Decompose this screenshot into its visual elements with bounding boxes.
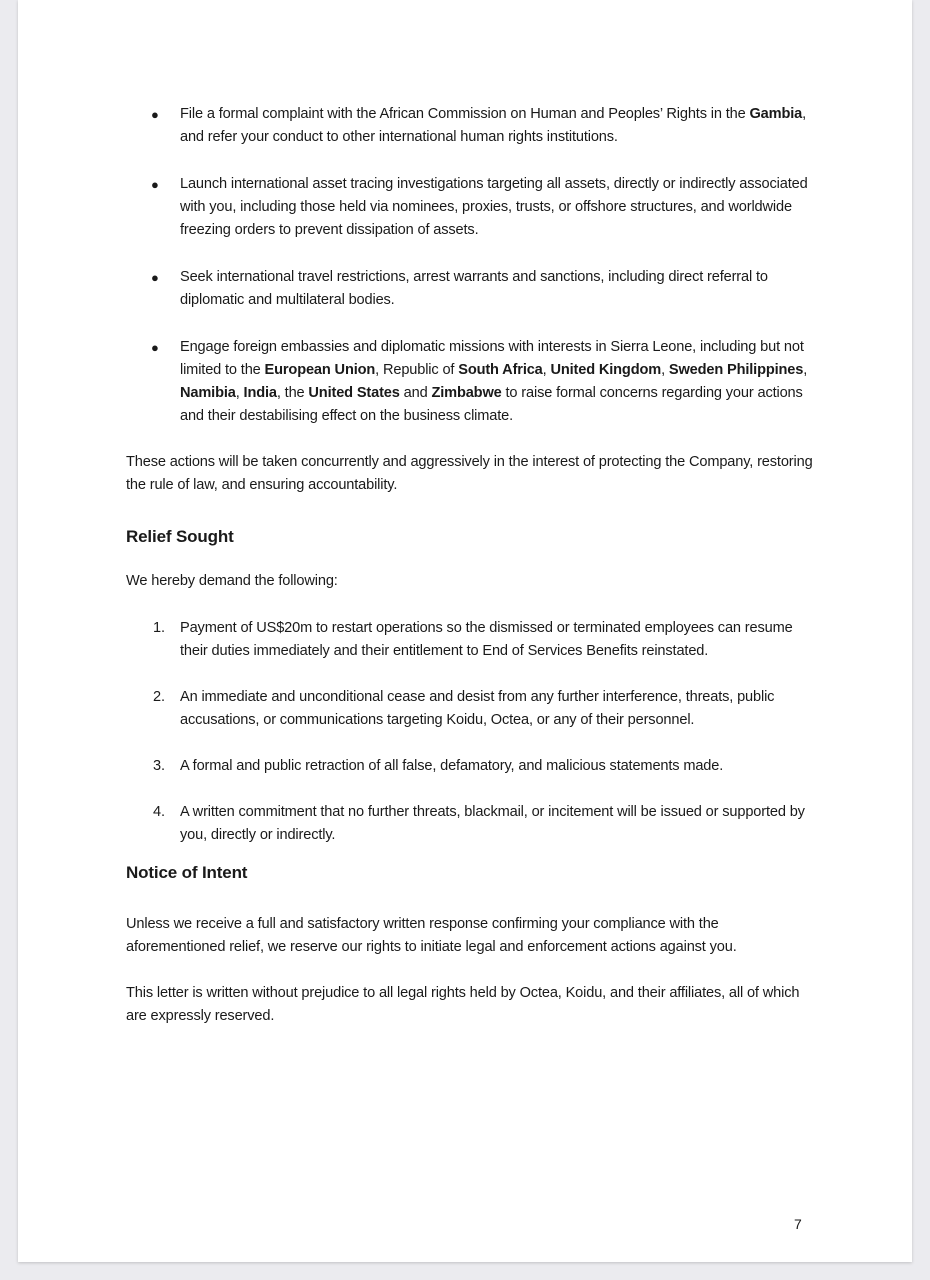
bullet-text — [180, 339, 807, 424]
bold-text: Zimbabwe — [431, 385, 502, 401]
relief-item — [126, 686, 816, 732]
bullet-icon: ● — [151, 177, 159, 192]
text-run: Engage foreign embassies and diplomatic missions with interests in Sierra Leone, including but not limited to the — [180, 339, 804, 378]
text-run: File a formal complaint with the African Commission on Human and Peoples’ Rights in the — [180, 106, 750, 122]
bold-text: Namibia — [180, 385, 236, 401]
text-run: Launch international asset tracing investigations targeting all assets, directly or indirectly associated with you, including those held via nominees, proxies, trusts, or offshore structures, and worldwide freezing orders to prevent dissipation of assets. — [180, 176, 808, 238]
list-number: 2. — [153, 689, 165, 705]
bullet-item — [126, 336, 816, 428]
bold-text: Gambia — [749, 106, 803, 122]
relief-sought-heading: Relief Sought — [126, 527, 234, 546]
bold-text: United States — [308, 385, 400, 401]
actions-paragraph: These actions will be taken concurrently and aggressively in the interest of protecting the Company, restoring the rule of law, and ensuring accountability. — [126, 454, 813, 493]
text-run: and — [399, 385, 432, 401]
list-number: 4. — [153, 804, 165, 820]
document-page — [18, 0, 912, 1262]
list-number: 3. — [153, 758, 165, 774]
bullet-item — [126, 173, 816, 242]
list-number: 1. — [153, 620, 165, 636]
page-number: 7 — [794, 1216, 802, 1232]
text-run: , — [235, 385, 244, 401]
bullet-item — [126, 103, 816, 149]
text-run: , — [661, 362, 669, 378]
bullet-text — [180, 106, 806, 145]
text-run: , — [803, 362, 808, 378]
notice-paragraph: This letter is written without prejudice to all legal rights held by Octea, Koidu, and their affiliates, all of which are expressly reserved. — [126, 985, 800, 1024]
text-run: , Republic of — [375, 362, 459, 378]
bullet-icon: ● — [151, 107, 159, 122]
bullet-item — [126, 266, 816, 312]
bullet-text — [180, 269, 768, 308]
relief-item-text: Payment of US$20m to restart operations so the dismissed or terminated employees can resume their duties immediately and their entitlement to End of Services Benefits reinstated. — [180, 620, 793, 659]
relief-item — [126, 755, 816, 778]
relief-item-text: A written commitment that no further threats, blackmail, or incitement will be issued or supported by you, directly or indirectly. — [180, 804, 805, 843]
relief-item — [126, 617, 816, 663]
relief-item — [126, 801, 816, 847]
text-run: , and refer your conduct to other international human rights institutions. — [180, 106, 807, 145]
bullet-icon: ● — [151, 340, 159, 355]
text-run: to raise formal concerns regarding your actions and their destabilising effect on the business climate. — [180, 385, 803, 424]
relief-item-text: An immediate and unconditional cease and desist from any further interference, threats, public accusations, or communications targeting Koidu, Octea, or any of their personnel. — [180, 689, 775, 728]
text-run: , — [542, 362, 551, 378]
bullet-icon: ● — [151, 270, 159, 285]
relief-item-text: A formal and public retraction of all false, defamatory, and malicious statements made. — [180, 758, 724, 774]
actions-bullet-list — [126, 103, 816, 428]
page-content — [126, 103, 816, 1052]
bullet-text — [180, 176, 808, 238]
notice-of-intent-heading: Notice of Intent — [126, 863, 248, 882]
bold-text: United Kingdom — [550, 362, 662, 378]
bold-text: India — [243, 385, 277, 401]
bold-text: South Africa — [458, 362, 543, 378]
notice-paragraph: Unless we receive a full and satisfactory written response confirming your compliance with the aforementioned relief, we reserve our rights to initiate legal and enforcement actions against you. — [126, 916, 737, 955]
bold-text: Sweden Philippines — [668, 362, 804, 378]
relief-intro: We hereby demand the following: — [126, 573, 338, 589]
text-run: , the — [276, 385, 309, 401]
relief-numbered-list — [126, 617, 816, 847]
bold-text: European Union — [264, 362, 376, 378]
text-run: Seek international travel restrictions, arrest warrants and sanctions, including direct referral to diplomatic and multilateral bodies. — [180, 269, 768, 308]
